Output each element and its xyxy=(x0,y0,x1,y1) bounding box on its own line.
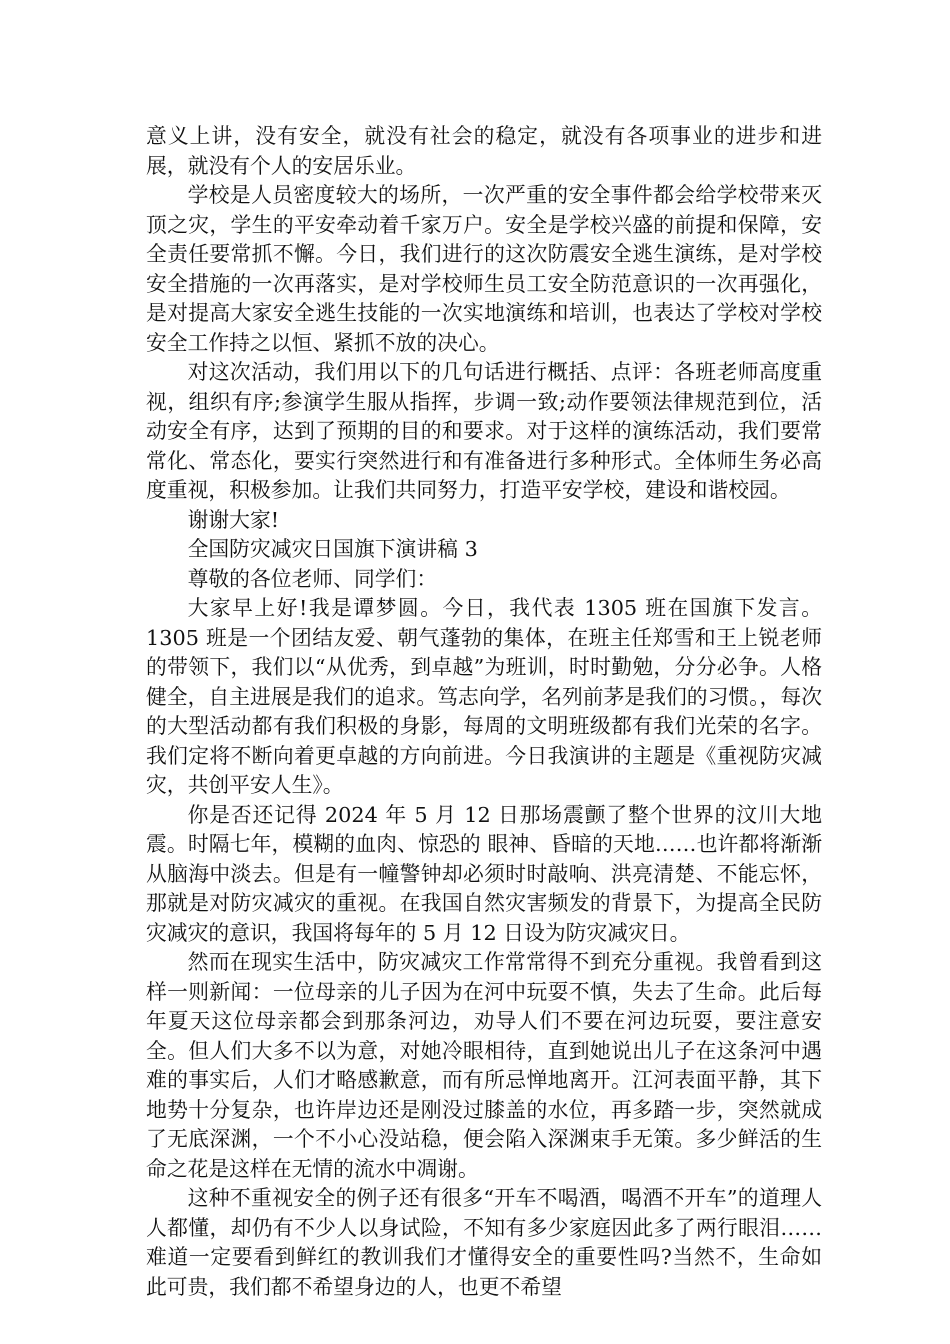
paragraph-introduction: 大家早上好!我是谭梦圆。今日，我代表 1305 班在国旗下发言。1305 班是一个团结友爱、朝气蓬勃的集体，在班主任郑雪和王上锐老师的带领下，我们以“从优秀，到卓越”为班训，时时勤勉，分分必争。人格健全，自主进展是我们的追求。笃志向学，名列前茅是我们的习惯。，每次的大型活动都有我们积极的身影，每周的文明班级都有我们光荣的名字。我们定将不断向着更卓越的方向前进。今日我演讲的主题是《重视防灾减灾，共创平安人生》。 xyxy=(146,596,822,797)
speech-title: 全国防灾减灾日国旗下演讲稿 3 xyxy=(187,537,478,561)
document-body xyxy=(146,122,822,1302)
paragraph-river-story: 然而在现实生活中，防灾减灾工作常常得不到充分重视。我曾看到这样一则新闻：一位母亲的儿子因为在河中玩耍不慎，失去了生命。此后每年夏天这位母亲都会到那条河边，劝导人们不要在河边玩耍，要注意安全。但人们大多不以为意，对她冷眼相待，直到她说出儿子在这条河中遇难的事实后，人们才略感歉意，而有所忌惮地离开。江河表面平静，其下地势十分复杂，也许岸边还是刚没过膝盖的水位，再多踏一步，突然就成了无底深渊，一个不小心没站稳，便会陷入深渊束手无策。多少鲜活的生命之花是这样在无情的流水中凋谢。 xyxy=(146,950,822,1181)
paragraph-school-safety: 学校是人员密度较大的场所，一次严重的安全事件都会给学校带来灭顶之灾，学生的平安牵动着千家万户。安全是学校兴盛的前提和保障，安全责任要常抓不懈。今日，我们进行的这次防震安全逃生演练，是对学校安全措施的一次再落实，是对学校师生员工安全防范意识的一次再强化，是对提高大家安全逃生技能的一次实地演练和培训，也表达了学校对学校安全工作持之以恒、紧抓不放的决心。 xyxy=(146,183,822,355)
paragraph-thanks: 谢谢大家! xyxy=(187,507,280,532)
paragraph-drill-review: 对这次活动，我们用以下的几句话进行概括、点评：各班老师高度重视，组织有序;参演学生服从指挥，步调一致;动作要领法律规范到位，活动安全有序，达到了预期的目的和要求。对于这样的演练活动，我们要常常化、常态化，要实行突然进行和有准备进行多种形式。全体师生务必高度重视，积极参加。让我们共同努力，打造平安学校，建设和谐校园。 xyxy=(146,360,822,502)
paragraph-continued: 意义上讲，没有安全，就没有社会的稳定，就没有各项事业的进步和进展，就没有个人的安居乐业。 xyxy=(146,124,822,178)
speech-salutation: 尊敬的各位老师、同学们： xyxy=(187,566,438,591)
paragraph-earthquake: 你是否还记得 2024 年 5 月 12 日那场震颤了整个世界的汶川大地震。时隔七年，模糊的血肉、惊恐的 眼神、昏暗的天地……也许都将渐渐从脑海中淡去。但是有一幢警钟却必须时时敲响、洪亮清楚、不能忘怀，那就是对防灾减灾的重视。在我国自然灾害频发的背景下，为提高全民防灾减灾的意识，我国将每年的 5 月 12 日设为防灾减灾日。 xyxy=(146,802,822,945)
paragraph-examples: 这种不重视安全的例子还有很多“开车不喝酒，喝酒不开车”的道理人人都懂，却仍有不少人以身试险，不知有多少家庭因此多了两行眼泪……难道一定要看到鲜红的教训我们才懂得安全的重要性吗?当然不，生命如此可贵，我们都不希望身边的人，也更不希望 xyxy=(146,1186,822,1299)
